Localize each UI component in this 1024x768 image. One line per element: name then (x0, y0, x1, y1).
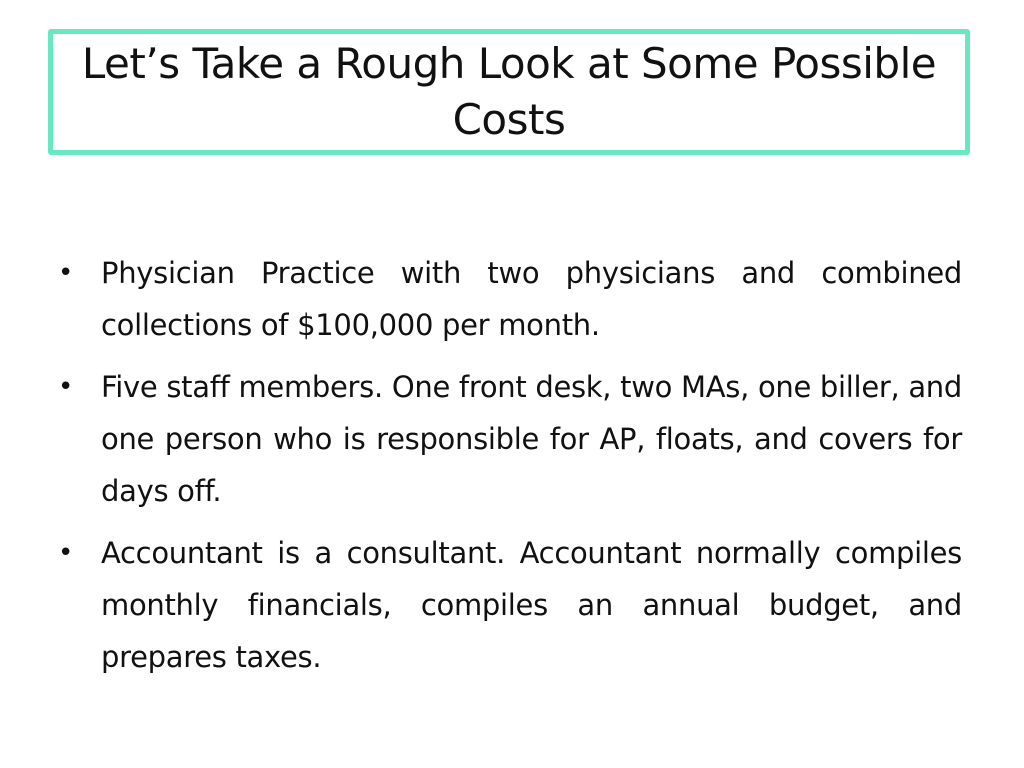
bullet-text: Physician Practice with two physicians and combined collections of $100,000 per month. (101, 256, 962, 342)
bullet-item (58, 527, 962, 683)
bullet-icon: • (58, 538, 74, 568)
bullet-icon: • (58, 372, 74, 402)
bullet-item (58, 361, 962, 517)
bullet-text: Five staff members. One front desk, two MAs, one biller, and one person who is responsible for AP, floats, and covers for days off. (101, 370, 962, 508)
title-box (48, 29, 970, 155)
bullet-list (58, 247, 962, 693)
bullet-item (58, 247, 962, 351)
bullet-icon: • (58, 258, 74, 288)
bullet-text: Accountant is a consultant. Accountant normally compiles monthly financials, compiles an annual budget, and prepares taxes. (101, 536, 962, 674)
slide-title: Let’s Take a Rough Look at Some Possible Costs (81, 39, 937, 144)
